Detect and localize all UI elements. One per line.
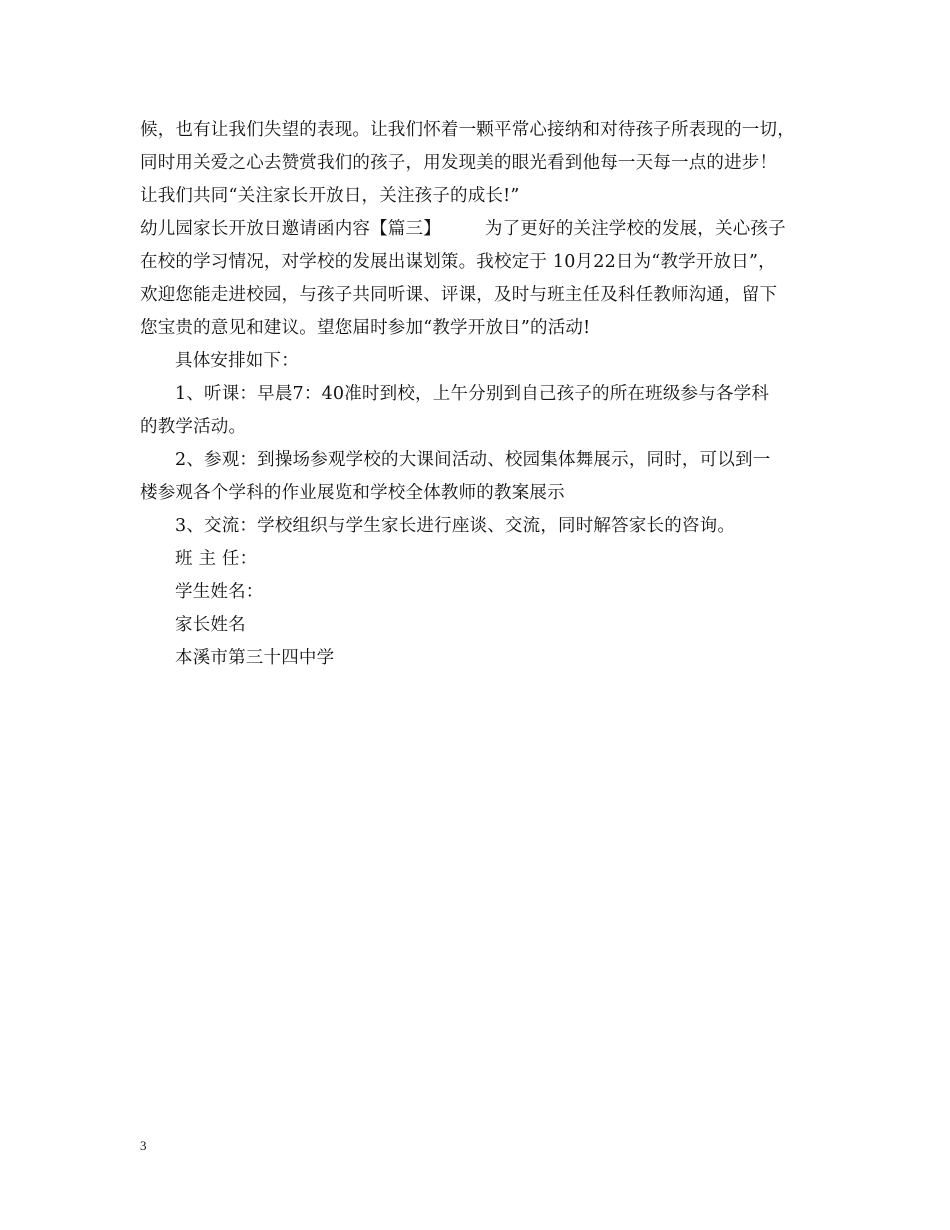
school-name: 本溪市第三十四中学 bbox=[175, 648, 335, 668]
text-line: 您宝贵的意见和建议。望您届时参加“教学开放日”的活动! bbox=[140, 318, 591, 338]
text-line: 候，也有让我们失望的表现。让我们怀着一颗平常心接纳和对待孩子所表现的一切， bbox=[140, 120, 795, 140]
schedule-intro: 具体安排如下： bbox=[175, 351, 299, 371]
form-field-teacher: 班 主 任： bbox=[175, 549, 258, 569]
text-line: 为了更好的关注学校的发展，关心孩子 bbox=[484, 219, 786, 239]
text-line: 让我们共同“关注家长开放日，关注孩子的成长!” bbox=[140, 186, 520, 206]
section-heading: 幼儿园家长开放日邀请函内容【篇三】 bbox=[140, 219, 441, 239]
section-heading-line bbox=[140, 213, 830, 246]
text-line: 的教学活动。 bbox=[140, 417, 247, 437]
page-number: 3 bbox=[140, 1138, 147, 1153]
text-line: 欢迎您能走进校园，与孩子共同听课、评课，及时与班主任及科任教师沟通，留下 bbox=[140, 285, 778, 305]
text-line: 在校的学习情况，对学校的发展出谋划策。我校定于 10月22日为“教学开放日”， bbox=[140, 252, 776, 272]
schedule-item-listen: 1、听课：早晨7：40准时到校，上午分别到自己孩子的所在班级参与各学科 bbox=[175, 384, 770, 404]
text-line: 楼参观各个学科的作业展览和学校全体教师的教案展示 bbox=[140, 483, 565, 503]
document-body bbox=[140, 114, 830, 675]
text-line: 同时用关爱之心去赞赏我们的孩子，用发现美的眼光看到他每一天每一点的进步！ bbox=[140, 153, 778, 173]
form-field-parent: 家长姓名 bbox=[175, 615, 246, 635]
schedule-item-exchange: 3、交流：学校组织与学生家长进行座谈、交流，同时解答家长的咨询。 bbox=[175, 516, 736, 536]
form-field-student: 学生姓名： bbox=[175, 582, 264, 602]
schedule-item-visit: 2、参观：到操场参观学校的大课间活动、校园集体舞展示，同时，可以到一 bbox=[175, 450, 771, 470]
